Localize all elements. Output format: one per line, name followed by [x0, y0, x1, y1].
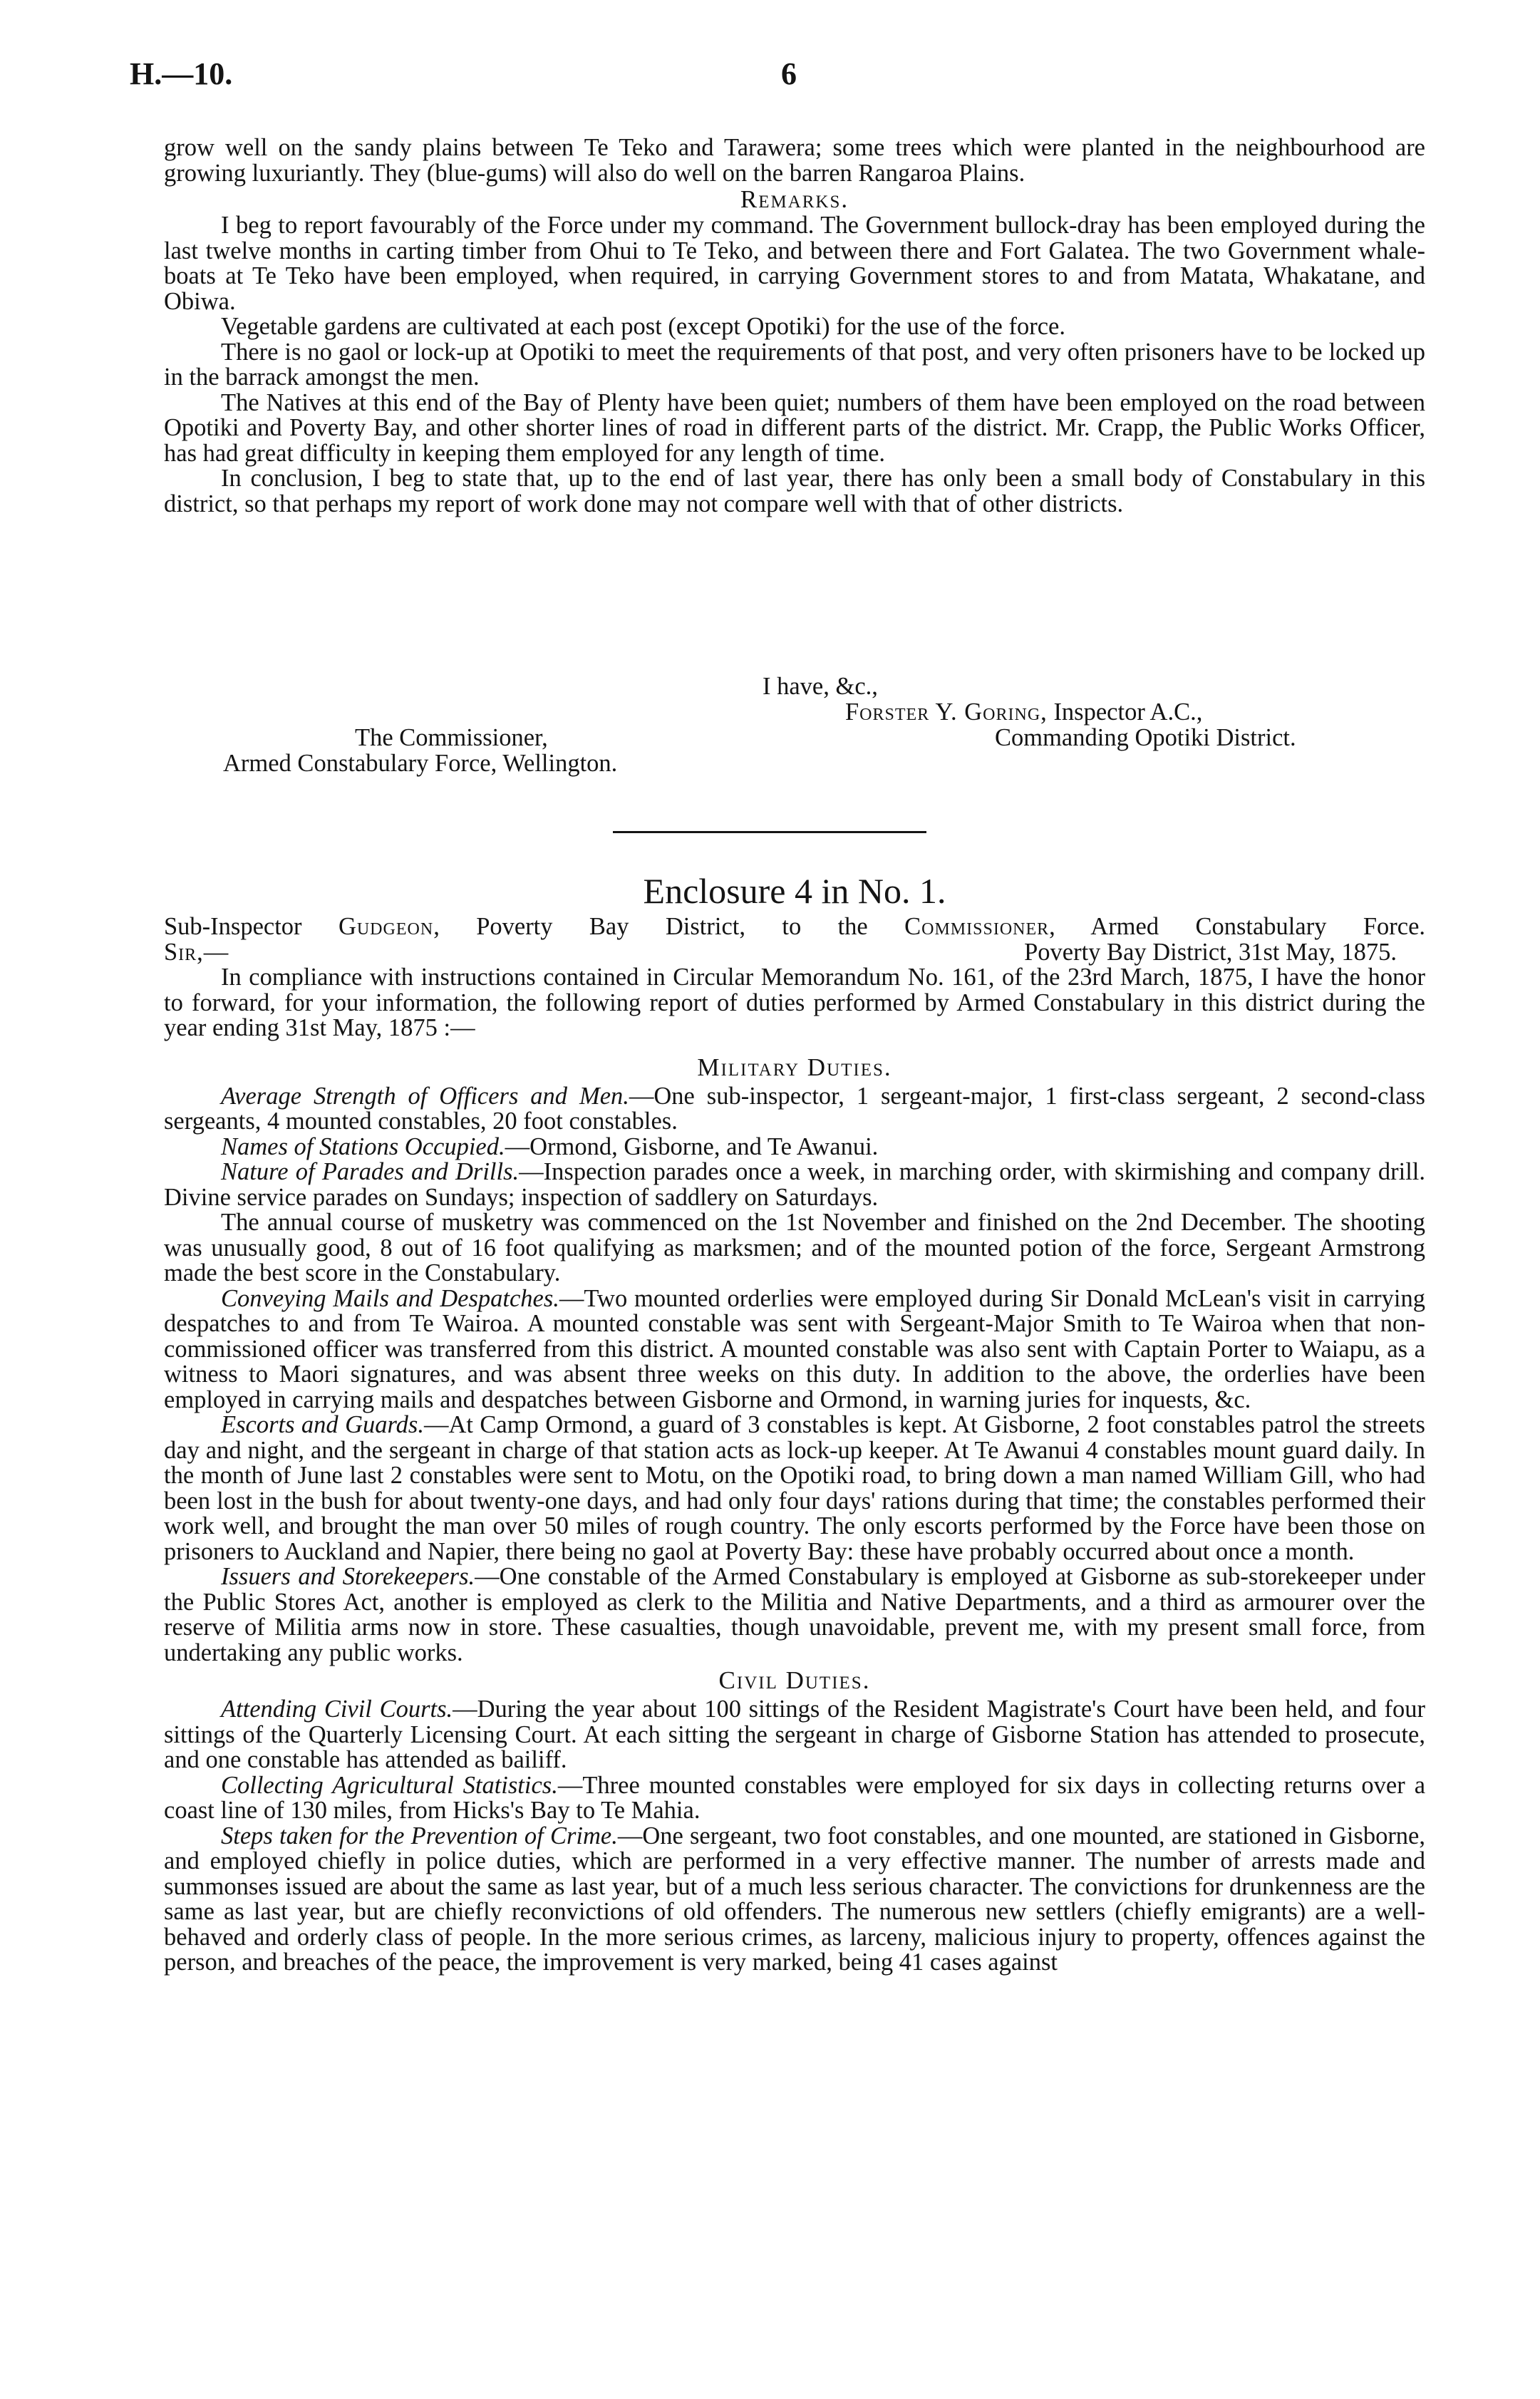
civil-paragraph — [164, 1697, 1425, 1773]
from-suffix: , Armed Constabulary Force. — [1049, 913, 1426, 940]
paragraph-lead: Conveying Mails and Despatches. — [221, 1284, 559, 1312]
paragraph-text: —Two mounted orderlies were employed during Sir Donald McLean's visit in carrying despatches to and from Te Wairoa. A mounted constable was sent with Sergeant-Major Smith to Te Wairoa when that non-commissioned officer was transferred from this district. A mounted constable was also sent with Captain Porter to Waiapu, as a witness to Maori signatures, and was absent three weeks on this duty. In addition to the above, the orderlies have been employed in carrying mails and despatches between Gisborne and Ormond, in warning juries for inquests, &c. — [164, 1284, 1425, 1413]
section-divider — [613, 831, 926, 833]
remarks-paragraph: The Natives at this end of the Bay of Plenty have been quiet; numbers of them have been employed on the road between Opotiki and Poverty Bay, and other shorter lines of road in different parts of the district. Mr. Crapp, the Public Works Officer, has had great difficulty in keeping them employed for any length of time. — [164, 388, 1425, 467]
from-prefix: Sub-Inspector — [164, 913, 339, 940]
paragraph-text: —One sergeant, two foot constables, and one mounted, are stationed in Gisborne, and employed chiefly in police duties, which are performed in a very effective manner. The number of arrests made and summonses issued are about the same as last year, but of a much less serious character. The convictions for drunkenness are the same as last year, but are chiefly reconvictions of old offenders. The numerous new settlers (chiefly emigrants) are a well-behaved and orderly class of people. In the more serious crimes, as larceny, malicious injury to property, offences against the person, and breaches of the peace, the improvement is very marked, being 41 cases against — [164, 1822, 1425, 1976]
paragraph-lead: Steps taken for the Prevention of Crime. — [221, 1822, 618, 1849]
civil-duties-heading: Civil Duties. — [718, 1666, 871, 1694]
civil-paragraph — [164, 1773, 1425, 1824]
military-paragraph — [164, 1084, 1425, 1135]
civil-paragraph — [164, 1824, 1425, 1976]
military-paragraph — [164, 1135, 1425, 1160]
paragraph-text: The annual course of musketry was commenced on the 1st November and finished on the 2nd December. The shooting was unusually good, 8 out of 16 foot qualifying as marksmen; and of the mounted potion of the force, Sergeant Armstrong made the best score in the Constabulary. — [164, 1209, 1425, 1286]
remarks-paragraph: In conclusion, I beg to state that, up to the end of last year, there has only been a small body of Constabulary in this district, so that perhaps my report of work done may not compare well with that of other districts. — [164, 465, 1425, 517]
addressee-line-1: The Commissioner, — [355, 724, 548, 751]
enclosure-title: Enclosure 4 in No. 1. — [643, 871, 946, 911]
remarks-paragraph: Vegetable gardens are cultivated at each post (except Opotiki) for the use of the force. — [221, 313, 1065, 340]
sender-name: Gudgeon — [338, 913, 434, 940]
previous-report — [164, 135, 1425, 517]
paragraph-lead: Escorts and Guards. — [221, 1411, 424, 1438]
from-middle: , Poverty Bay District, to the — [433, 913, 905, 940]
paragraph-lead: Names of Stations Occupied. — [221, 1133, 505, 1160]
closing-line: I have, &c., — [763, 673, 878, 700]
remarks-paragraph: I beg to report favourably of the Force under my command. The Government bullock-dray has been employed during the last twelve months in carting timber from Ohui to Te Teko, and between there and Fort Galatea. The two Government whale-boats at Te Teko have been employed, when required, in carrying Government stores to and from Matata, Whakatane, and Obiwa. — [164, 212, 1425, 315]
military-paragraph — [164, 1564, 1425, 1666]
intro-paragraph: In compliance with instructions contained in Circular Memorandum No. 161, of the 23rd March, 1875, I have the honor to forward, for your information, the following report of duties performed by Armed Constabulary in this district during the year ending 31st May, 1875 :— — [164, 964, 1425, 1041]
paragraph-lead: Issuers and Storekeepers. — [221, 1563, 475, 1590]
paragraph-lead: Nature of Parades and Drills. — [221, 1158, 520, 1185]
paragraph-text: —Inspection parades once a week, in marching order, with skirmishing and company drill. Divine service parades on Sundays; inspection of saddlery on Saturdays. — [164, 1158, 1426, 1211]
military-paragraph — [164, 1286, 1425, 1413]
recipient-office: Commissioner — [904, 913, 1050, 940]
paragraph-text: —Three mounted constables were employed for six days in collecting returns over a coast line of 130 miles, from Hicks's Bay to Te Mahia. — [164, 1771, 1426, 1824]
signer-title: Inspector A.C., — [1053, 698, 1203, 726]
salutation: Sir,— — [164, 938, 229, 966]
paragraph-text: —Ormond, Gisborne, and Te Awanui. — [505, 1133, 879, 1160]
military-paragraph — [164, 1413, 1425, 1564]
military-duties-heading: Military Duties. — [697, 1053, 892, 1081]
document-reference: H.—10. — [130, 56, 233, 91]
signature-line — [845, 700, 1202, 726]
military-paragraph — [164, 1160, 1425, 1210]
paragraph-lead: Attending Civil Courts. — [221, 1696, 453, 1723]
military-paragraph — [164, 1210, 1425, 1286]
dateline: Poverty Bay District, 31st May, 1875. — [1024, 938, 1397, 966]
from-to-line — [164, 914, 1425, 940]
paragraph-text: —During the year about 100 sittings of the Resident Magistrate's Court have been held, and four sittings of the Quarterly Licensing Court. At each sitting the sergeant in charge of Gisborne Station has attended to prosecute, and one constable has attended as bailiff. — [164, 1696, 1425, 1773]
addressee-line-2: Armed Constabulary Force, Wellington. — [223, 750, 618, 777]
carryover-paragraph: grow well on the sandy plains between Te Teko and Tarawera; some trees which were planted in the neighbourhood are growing luxuriantly. They (blue-gums) will also do well on the barren Rangaroa Plains. — [164, 134, 1425, 187]
paragraph-lead: Collecting Agricultural Statistics. — [221, 1771, 558, 1799]
page-number: 6 — [781, 56, 797, 91]
signer-command: Commanding Opotiki District. — [995, 724, 1296, 751]
paragraph-text: —One constable of the Armed Constabulary is employed at Gisborne as sub-storekeeper under the Public Stores Act, another is employed as clerk to the Militia and Native Departments, and a third as armourer over the reserve of Militia arms now in store. These casualties, though unavoidable, prevent me, with my present small force, from undertaking any public works. — [164, 1563, 1425, 1666]
enclosure-body — [164, 914, 1425, 1976]
paragraph-lead: Average Strength of Officers and Men. — [221, 1082, 629, 1110]
paragraph-text: —At Camp Ormond, a guard of 3 constables is kept. At Gisborne, 2 foot constables patrol the streets day and night, and the sergeant in charge of that station acts as lock-up keeper. At Te Awanui 4 constables mount guard daily. In the month of June last 2 constables were sent to Motu, on the Opotiki road, to bring down a man named William Gill, who had been lost in the bush for about twenty-one days, and had only four days' rations during that time; the constables performed their work well, and brought the man over 50 miles of rough country. The only escorts performed by the Force have been those on prisoners to Auckland and Napier, there being no gaol at Poverty Bay: these have probably occurred about once a month. — [164, 1411, 1425, 1565]
salutation-row — [164, 940, 1425, 966]
remarks-paragraph: There is no gaol or lock-up at Opotiki to meet the requirements of that post, and very often prisoners have to be locked up in the barrack amongst the men. — [164, 338, 1425, 391]
paragraph-text: —One sub-inspector, 1 sergeant-major, 1 first-class sergeant, 2 second-class sergeants, 4 mounted constables, 20 foot constables. — [164, 1082, 1425, 1135]
signer-name: Forster Y. Goring, — [845, 698, 1048, 726]
remarks-heading: Remarks. — [740, 185, 849, 213]
